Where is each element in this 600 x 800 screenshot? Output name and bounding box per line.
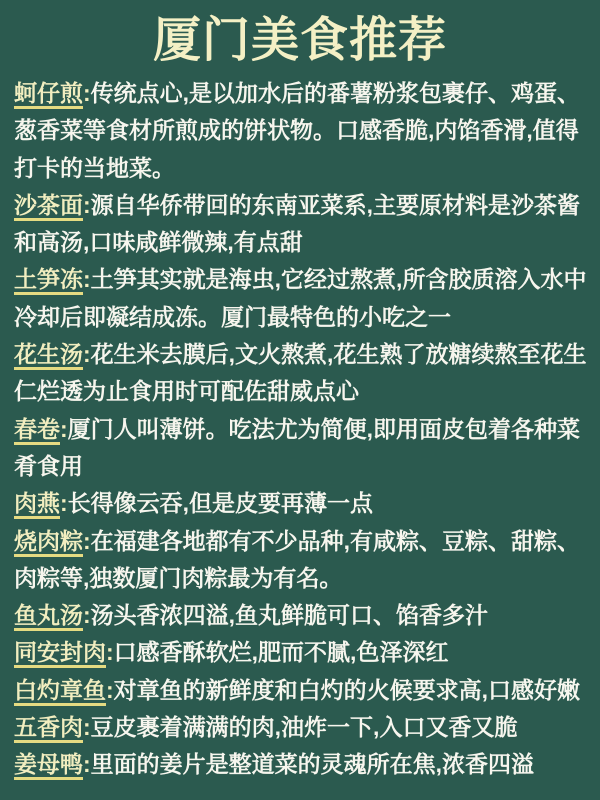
- food-name: 蚵仔煎: [14, 80, 83, 106]
- food-entry: [14, 672, 590, 709]
- food-name: 沙茶面: [14, 191, 83, 218]
- food-description: 里面的姜片是整道菜的灵魂所在焦,浓香四溢: [90, 751, 535, 778]
- food-entry: [14, 75, 590, 187]
- food-entry: [14, 634, 590, 671]
- food-entry: [14, 746, 590, 783]
- food-entry: [14, 411, 590, 486]
- food-name-colon: :: [83, 527, 91, 554]
- food-name-colon: :: [83, 341, 91, 368]
- food-name: 白灼章鱼: [14, 676, 106, 703]
- food-entry: [14, 523, 590, 598]
- food-name: 土笋冻: [14, 266, 83, 293]
- food-entry: [14, 597, 590, 634]
- food-name-colon: :: [106, 639, 114, 666]
- food-description: 传统点心,是以加水后的番薯粉浆包裹仔、鸡蛋、葱香菜等食材所煎成的饼状物。口感香脆,内馅香滑,值得打卡的当地菜。: [14, 80, 581, 181]
- food-entry: [14, 485, 590, 522]
- food-list: [0, 68, 600, 784]
- food-name-colon: :: [83, 191, 91, 218]
- food-name-colon: :: [83, 714, 91, 741]
- food-description: 长得像云吞,但是皮要再薄一点: [67, 490, 374, 517]
- food-description: 花生米去膜后,文火熬煮,花生熟了放糖续熬至花生仁烂透为止食用时可配佐甜威点心: [14, 341, 587, 405]
- food-name-colon: :: [83, 751, 91, 778]
- food-entry: [14, 709, 590, 746]
- page-title: 厦门美食推荐: [152, 14, 447, 67]
- food-description: 口感香酥软烂,肥而不腻,色泽深红: [113, 639, 449, 666]
- food-name: 鱼丸汤: [14, 602, 83, 629]
- food-name-colon: :: [83, 266, 91, 293]
- food-name: 肉燕: [14, 490, 60, 517]
- food-description: 在福建各地都有不少品种,有咸粽、豆粽、甜粽、肉粽等,独数厦门肉粽最为有名。: [14, 527, 581, 591]
- food-name-colon: :: [106, 676, 114, 703]
- food-name: 烧肉粽: [14, 527, 83, 554]
- food-entry: [14, 187, 590, 262]
- food-name: 春卷: [14, 415, 60, 442]
- food-description: 汤头香浓四溢,鱼丸鲜脆可口、馅香多汁: [90, 602, 489, 629]
- food-description: 豆皮裹着满满的肉,油炸一下,入口又香又脆: [90, 714, 518, 741]
- food-name: 五香肉: [14, 714, 83, 741]
- food-entry: [14, 336, 590, 411]
- food-description: 对章鱼的新鲜度和白灼的火候要求高,口感好嫩: [113, 676, 581, 703]
- food-name: 花生汤: [14, 341, 83, 368]
- food-description: 土笋其实就是海虫,它经过熬煮,所含胶质溶入水中冷却后即凝结成冻。厦门最特色的小吃之一: [14, 266, 587, 330]
- food-name-colon: :: [83, 80, 91, 106]
- food-description: 厦门人叫薄饼。吃法尤为简便,即用面皮包着各种菜肴食用: [14, 415, 581, 479]
- food-name: 姜母鸭: [14, 751, 83, 778]
- food-entry: [14, 261, 590, 336]
- food-name-colon: :: [60, 490, 68, 517]
- food-description: 源自华侨带回的东南亚菜系,主要原材料是沙茶酱和高汤,口味咸鲜微辣,有点甜: [14, 191, 581, 256]
- food-name-colon: :: [60, 415, 68, 442]
- food-name: 同安封肉: [14, 639, 106, 666]
- food-name-colon: :: [83, 602, 91, 629]
